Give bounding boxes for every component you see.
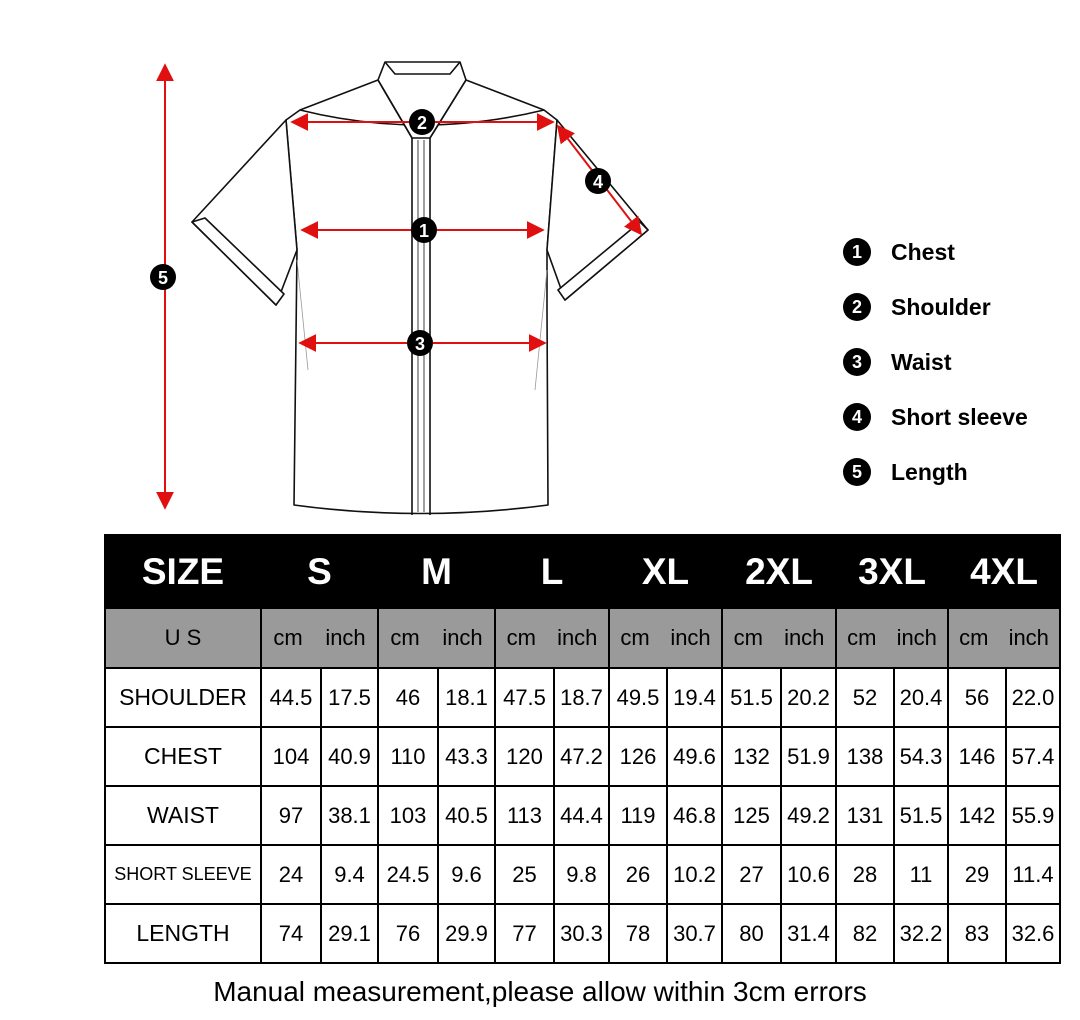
value-cm: 74 — [262, 905, 322, 962]
size-value-cell — [495, 727, 609, 786]
size-value-cell — [495, 668, 609, 727]
size-col-header: 4XL — [948, 535, 1060, 608]
value-cm: 119 — [610, 787, 668, 844]
value-cm: 103 — [379, 787, 439, 844]
value-cm: 24 — [262, 846, 322, 903]
marker-1 — [411, 217, 437, 243]
value-inch: 30.3 — [560, 921, 603, 946]
value-inch: 18.1 — [445, 685, 488, 710]
value-inch: 22.0 — [1011, 685, 1055, 710]
legend-number: 5 — [843, 458, 871, 486]
value-cm: 77 — [496, 905, 555, 962]
value-inch: 10.6 — [787, 862, 830, 887]
size-value-cell — [948, 727, 1060, 786]
value-cm: 82 — [837, 905, 895, 962]
value-cm: 29 — [949, 846, 1007, 903]
unit-row — [105, 608, 1060, 668]
size-value-cell — [948, 668, 1060, 727]
size-value-cell — [722, 845, 836, 904]
value-inch: 47.2 — [560, 744, 603, 769]
value-inch: 20.4 — [899, 685, 943, 710]
unit-inch: inch — [896, 625, 937, 650]
row-label: CHEST — [105, 727, 261, 786]
row-label: SHORT SLEEVE — [105, 845, 261, 904]
size-col-header: 2XL — [722, 535, 836, 608]
value-inch: 31.4 — [787, 921, 830, 946]
value-cm: 51.5 — [723, 669, 782, 726]
unit-cell — [609, 608, 722, 668]
value-inch: 19.4 — [673, 685, 716, 710]
value-cm: 97 — [262, 787, 322, 844]
legend-number: 3 — [843, 348, 871, 376]
size-value-cell — [378, 727, 495, 786]
value-inch: 54.3 — [899, 744, 943, 769]
value-cm: 49.5 — [610, 669, 668, 726]
svg-text:3: 3 — [414, 334, 426, 354]
unit-inch: inch — [784, 625, 825, 650]
unit-inch: inch — [1008, 625, 1049, 650]
value-inch: 30.7 — [673, 921, 716, 946]
size-value-cell — [836, 904, 948, 963]
legend-number: 2 — [843, 293, 871, 321]
legend-label: Length — [891, 458, 968, 485]
marker-3 — [407, 330, 433, 356]
size-col-header: M — [378, 535, 495, 608]
legend-label: Shoulder — [891, 293, 991, 320]
table-row — [105, 904, 1060, 963]
size-value-cell — [836, 668, 948, 727]
legend-item-length — [843, 456, 1073, 488]
value-cm: 113 — [496, 787, 555, 844]
unit-inch: inch — [442, 625, 483, 650]
size-value-cell — [948, 786, 1060, 845]
marker-4 — [585, 168, 611, 194]
value-inch: 32.2 — [899, 921, 943, 946]
value-cm: 76 — [379, 905, 439, 962]
unit-cm: cm — [390, 625, 420, 650]
unit-cell — [948, 608, 1060, 668]
value-inch: 18.7 — [560, 685, 603, 710]
size-col-header: L — [495, 535, 609, 608]
size-value-cell — [836, 727, 948, 786]
value-cm: 80 — [723, 905, 782, 962]
value-cm: 27 — [723, 846, 782, 903]
unit-cell — [722, 608, 836, 668]
value-inch: 9.8 — [566, 862, 597, 887]
row-label: SHOULDER — [105, 668, 261, 727]
value-inch: 17.5 — [328, 685, 371, 710]
table-row — [105, 727, 1060, 786]
unit-cm: cm — [959, 625, 989, 650]
unit-cm: cm — [506, 625, 536, 650]
size-value-cell — [609, 845, 722, 904]
legend-item-short-sleeve — [843, 401, 1073, 433]
marker-2 — [409, 109, 435, 135]
unit-inch: inch — [557, 625, 598, 650]
value-inch: 11 — [909, 862, 933, 887]
legend-label: Short sleeve — [891, 403, 1028, 430]
size-value-cell — [495, 786, 609, 845]
size-value-cell — [378, 668, 495, 727]
size-value-cell — [948, 904, 1060, 963]
size-col-header: XL — [609, 535, 722, 608]
svg-text:2: 2 — [416, 113, 428, 133]
size-value-cell — [378, 845, 495, 904]
measurement-legend — [843, 236, 1073, 511]
value-cm: 104 — [262, 728, 322, 785]
unit-inch: inch — [325, 625, 366, 650]
size-header-cell: SIZE — [105, 535, 261, 608]
value-cm: 26 — [610, 846, 668, 903]
value-inch: 57.4 — [1011, 744, 1055, 769]
unit-cell — [836, 608, 948, 668]
value-cm: 132 — [723, 728, 782, 785]
value-cm: 25 — [496, 846, 555, 903]
size-value-cell — [722, 904, 836, 963]
size-value-cell — [261, 668, 378, 727]
size-value-cell — [722, 668, 836, 727]
value-inch: 49.2 — [787, 803, 830, 828]
value-cm: 44.5 — [262, 669, 322, 726]
unit-cm: cm — [733, 625, 763, 650]
value-cm: 24.5 — [379, 846, 439, 903]
svg-text:4: 4 — [592, 172, 604, 192]
value-inch: 44.4 — [560, 803, 603, 828]
unit-cm: cm — [847, 625, 877, 650]
legend-item-waist — [843, 346, 1073, 378]
size-value-cell — [495, 904, 609, 963]
value-cm: 28 — [837, 846, 895, 903]
table-row — [105, 668, 1060, 727]
value-cm: 56 — [949, 669, 1007, 726]
value-cm: 126 — [610, 728, 668, 785]
value-cm: 52 — [837, 669, 895, 726]
unit-cell — [261, 608, 378, 668]
svg-text:1: 1 — [418, 221, 430, 241]
size-value-cell — [261, 845, 378, 904]
value-inch: 51.5 — [899, 803, 943, 828]
legend-number: 4 — [843, 403, 871, 431]
size-value-cell — [609, 668, 722, 727]
value-cm: 110 — [379, 728, 439, 785]
value-inch: 10.2 — [673, 862, 716, 887]
unit-row-label: U S — [105, 608, 261, 668]
value-cm: 131 — [837, 787, 895, 844]
size-value-cell — [609, 727, 722, 786]
size-value-cell — [836, 845, 948, 904]
legend-item-chest — [843, 236, 1073, 268]
size-chart-table — [104, 534, 1061, 964]
value-inch: 11.4 — [1012, 862, 1054, 887]
unit-cm: cm — [273, 625, 303, 650]
value-cm: 120 — [496, 728, 555, 785]
value-inch: 38.1 — [328, 803, 371, 828]
row-label: WAIST — [105, 786, 261, 845]
unit-cm: cm — [620, 625, 650, 650]
legend-item-shoulder — [843, 291, 1073, 323]
value-cm: 142 — [949, 787, 1007, 844]
value-inch: 40.9 — [328, 744, 371, 769]
legend-label: Waist — [891, 348, 952, 375]
table-row — [105, 786, 1060, 845]
size-value-cell — [261, 727, 378, 786]
legend-number: 1 — [843, 238, 871, 266]
size-value-cell — [378, 904, 495, 963]
unit-inch: inch — [670, 625, 711, 650]
row-label: LENGTH — [105, 904, 261, 963]
size-value-cell — [261, 904, 378, 963]
size-value-cell — [378, 786, 495, 845]
size-col-header: 3XL — [836, 535, 948, 608]
size-value-cell — [609, 786, 722, 845]
value-inch: 51.9 — [787, 744, 830, 769]
value-cm: 47.5 — [496, 669, 555, 726]
size-value-cell — [836, 786, 948, 845]
value-inch: 20.2 — [787, 685, 830, 710]
value-inch: 29.9 — [445, 921, 488, 946]
size-value-cell — [261, 786, 378, 845]
value-cm: 146 — [949, 728, 1007, 785]
unit-cell — [495, 608, 609, 668]
legend-label: Chest — [891, 238, 955, 265]
size-value-cell — [495, 845, 609, 904]
value-inch: 9.6 — [451, 862, 482, 887]
size-value-cell — [722, 727, 836, 786]
value-inch: 40.5 — [445, 803, 488, 828]
value-inch: 49.6 — [673, 744, 716, 769]
value-inch: 32.6 — [1011, 921, 1055, 946]
value-inch: 29.1 — [328, 921, 371, 946]
marker-5 — [150, 264, 176, 290]
value-cm: 83 — [949, 905, 1007, 962]
value-inch: 43.3 — [445, 744, 488, 769]
value-inch: 9.4 — [334, 862, 365, 887]
value-cm: 138 — [837, 728, 895, 785]
size-value-cell — [722, 786, 836, 845]
size-col-header: S — [261, 535, 378, 608]
size-header-row — [105, 535, 1060, 608]
value-cm: 125 — [723, 787, 782, 844]
measurement-note: Manual measurement,please allow within 3cm errors — [213, 976, 867, 1007]
size-value-cell — [948, 845, 1060, 904]
size-value-cell — [609, 904, 722, 963]
value-inch: 55.9 — [1011, 803, 1055, 828]
unit-cell — [378, 608, 495, 668]
svg-text:5: 5 — [157, 268, 169, 288]
value-cm: 46 — [379, 669, 439, 726]
value-inch: 46.8 — [673, 803, 716, 828]
table-row — [105, 845, 1060, 904]
value-cm: 78 — [610, 905, 668, 962]
